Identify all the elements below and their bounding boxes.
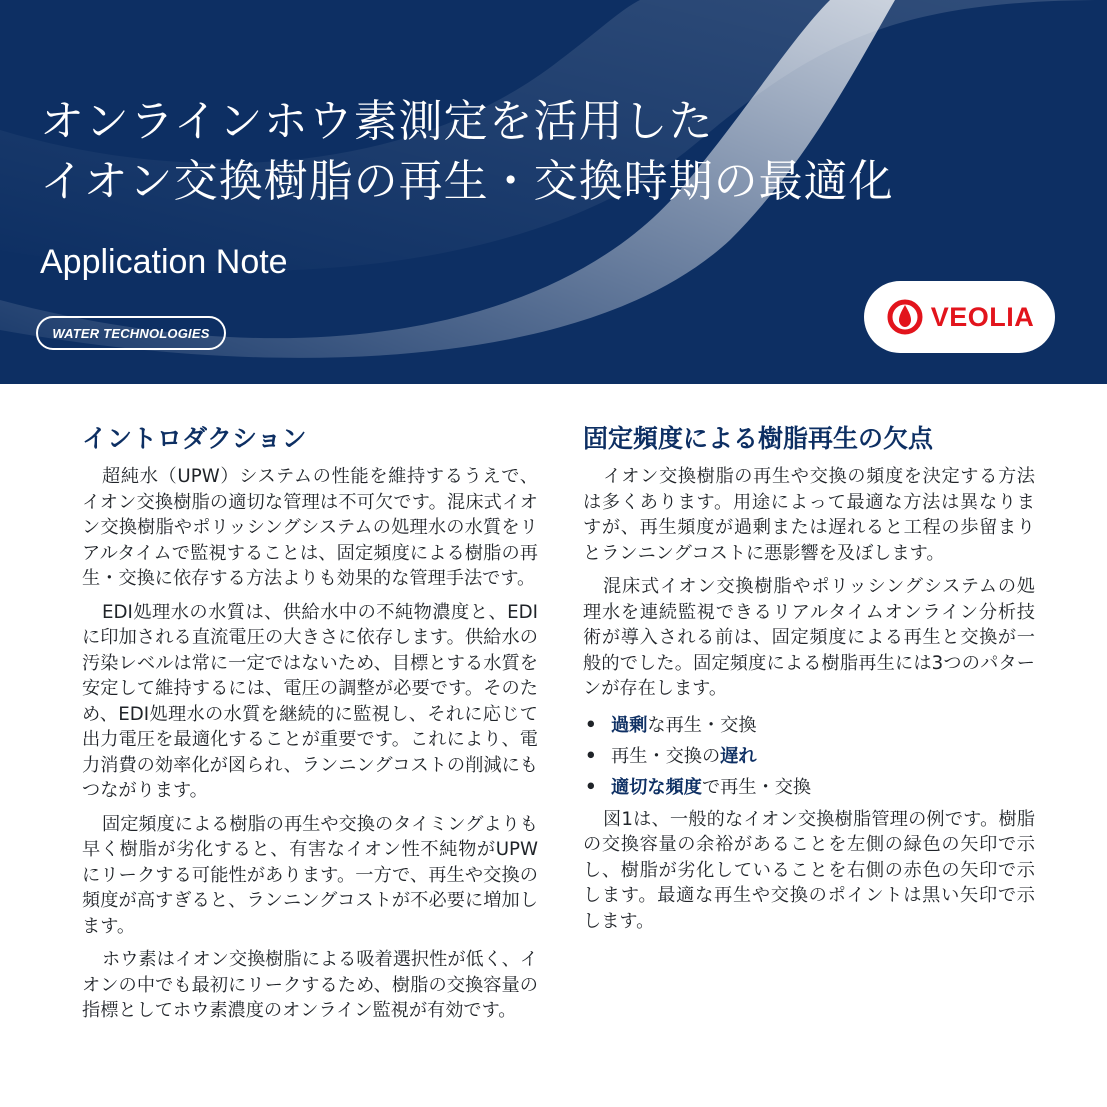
list-item-text: で再生・交換 bbox=[701, 776, 812, 798]
title-line-1: オンラインホウ素測定を活用した bbox=[40, 96, 714, 147]
veolia-logo bbox=[864, 281, 1055, 353]
right-column bbox=[583, 418, 1035, 942]
intro-paragraph-2: EDI処理水の水質は、供給水中の不純物濃度と、EDIに印加される直流電圧の大きさに依存します。供給水の汚染レベルは常に一定ではないため、目標とする水質を安定して維持するには、電圧の調整が必要です。そのため、EDI処理水の水質を継続的に監視し、それに応じて出力電圧を最適化することが重要です。これにより、電力消費の効率化が図られ、ランニングコストの削減にもつながります。 bbox=[82, 601, 538, 801]
water-technologies-badge: WATER TECHNOLOGIES bbox=[36, 316, 226, 350]
intro-paragraph-4: ホウ素はイオン交換樹脂による吸着選択性が低く、イオンの中でも最初にリークするため、樹脂の交換容量の指標としてホウ素濃度のオンライン監視が有効です。 bbox=[82, 949, 538, 1021]
veolia-logo-text: VEOLIA bbox=[930, 301, 1035, 332]
veolia-drop-icon bbox=[885, 297, 925, 337]
list-item-text: 再生・交換の bbox=[611, 745, 721, 767]
list-item bbox=[583, 710, 1035, 741]
list-item-emphasis: 適切な頻度 bbox=[611, 776, 702, 798]
title-line-2: イオン交換樹脂の再生・交換時期の最適化 bbox=[40, 156, 894, 207]
intro-paragraph-1: 超純水（UPW）システムの性能を維持するうえで、イオン交換樹脂の適切な管理は不可欠です。混床式イオン交換樹脂やポリッシングシステムの処理水の水質をリアルタイムで監視することは、固定頻度による樹脂の再生・交換に依存する方法よりも効果的な管理手法です。 bbox=[82, 466, 538, 589]
pattern-list bbox=[583, 710, 1035, 803]
drawbacks-paragraph-1: イオン交換樹脂の再生や交換の頻度を決定する方法は多くあります。用途によって最適な方法は異なりますが、再生頻度が過剰または遅れると工程の歩留まりとランニングコストに悪影響を及ぼします。 bbox=[583, 466, 1035, 564]
header-banner bbox=[0, 0, 1107, 384]
drawbacks-heading: 固定頻度による樹脂再生の欠点 bbox=[583, 424, 934, 453]
intro-paragraph-3: 固定頻度による樹脂の再生や交換のタイミングよりも早く樹脂が劣化すると、有害なイオン性不純物がUPWにリークする可能性があります。一方で、再生や交換の頻度が高すぎると、ランニングコストが不必要に増加します。 bbox=[82, 813, 538, 937]
list-item bbox=[583, 772, 1035, 803]
document-type-subtitle: Application Note bbox=[40, 243, 288, 281]
list-item-emphasis: 遅れ bbox=[720, 745, 757, 767]
intro-heading: イントロダクション bbox=[82, 424, 307, 453]
left-column bbox=[82, 418, 538, 1032]
list-item-text: な再生・交換 bbox=[647, 714, 757, 736]
list-item bbox=[583, 741, 1035, 772]
list-item-emphasis: 過剰 bbox=[611, 714, 648, 736]
drawbacks-paragraph-2: 混床式イオン交換樹脂やポリッシングシステムの処理水を連続監視できるリアルタイムオンライン分析技術が導入される前は、固定頻度による再生と交換が一般的でした。固定頻度による樹脂再生には3つのパターンが存在します。 bbox=[583, 576, 1035, 699]
page-title bbox=[40, 92, 894, 212]
drawbacks-paragraph-3: 図1は、一般的なイオン交換樹脂管理の例です。樹脂の交換容量の余裕があることを左側の緑色の矢印で示し、樹脂が劣化していることを右側の赤色の矢印で示します。最適な再生や交換のポイントは黒い矢印で示します。 bbox=[583, 808, 1035, 932]
